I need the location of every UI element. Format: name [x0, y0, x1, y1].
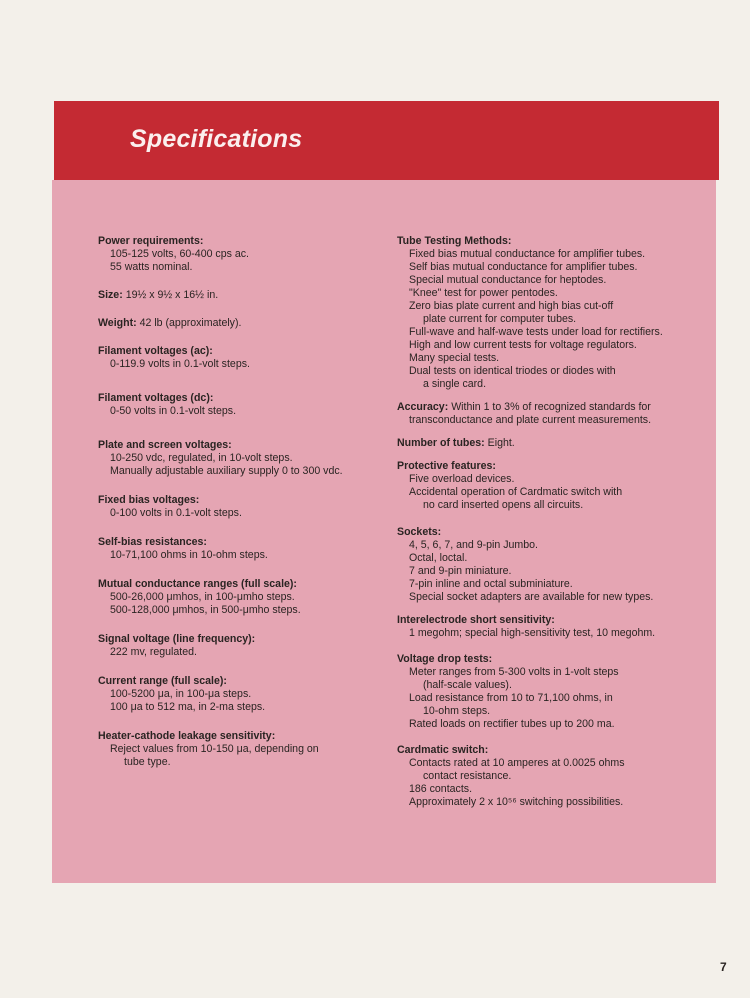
spec-line: 10-71,100 ohms in 10-ohm steps. [110, 549, 268, 561]
spec-self-bias [98, 536, 383, 562]
spec-line: Rated loads on rectifier tubes up to 200 ma. [409, 718, 615, 730]
spec-line: Fixed bias mutual conductance for amplifier tubes. [409, 248, 646, 260]
spec-line: no card inserted opens all circuits. [423, 499, 584, 511]
spec-line: Meter ranges from 5-300 volts in 1-volt steps [409, 666, 619, 678]
spec-title: Tube Testing Methods: [397, 235, 512, 247]
spec-leakage [98, 730, 383, 769]
spec-value: Within 1 to 3% of recognized standards for [451, 401, 651, 413]
spec-title: Fixed bias voltages: [98, 494, 200, 506]
spec-line: Five overload devices. [409, 473, 515, 485]
spec-line: a single card. [423, 378, 487, 390]
spec-line: 500-26,000 μmhos, in 100-μmho steps. [110, 591, 295, 603]
spec-line: 55 watts nominal. [110, 261, 193, 273]
spec-value: 42 lb (approximately). [139, 317, 242, 329]
spec-title: Weight: [98, 317, 137, 329]
header-band [54, 101, 719, 180]
spec-line: High and low current tests for voltage regulators. [409, 339, 637, 351]
spec-title: Sockets: [397, 526, 442, 538]
spec-line: 10-ohm steps. [423, 705, 491, 717]
spec-title: Accuracy: [397, 401, 449, 413]
spec-number-of-tubes [397, 437, 707, 450]
spec-line: Zero bias plate current and high bias cut-off [409, 300, 614, 312]
spec-title: Mutual conductance ranges (full scale): [98, 578, 297, 590]
spec-line: 7 and 9-pin miniature. [409, 565, 512, 577]
spec-title: Number of tubes: [397, 437, 485, 449]
spec-line: 100-5200 μa, in 100-μa steps. [110, 688, 252, 700]
spec-line: transconductance and plate current measurements. [409, 414, 652, 426]
page-title: Specifications [130, 125, 303, 153]
spec-line: Dual tests on identical triodes or diodes with [409, 365, 616, 377]
spec-title: Signal voltage (line frequency): [98, 633, 256, 645]
spec-power [98, 235, 383, 274]
spec-title: Current range (full scale): [98, 675, 227, 687]
spec-fixed-bias [98, 494, 383, 520]
spec-plate-screen [98, 439, 383, 478]
specifications-panel [52, 180, 716, 883]
spec-line: 222 mv, regulated. [110, 646, 197, 658]
spec-line: 186 contacts. [409, 783, 473, 795]
spec-line: Self bias mutual conductance for amplifier tubes. [409, 261, 638, 273]
spec-line: Special mutual conductance for heptodes. [409, 274, 607, 286]
spec-value: 19½ x 9½ x 16½ in. [125, 289, 219, 301]
spec-short-sensitivity [397, 614, 707, 640]
spec-line: 7-pin inline and octal subminiature. [409, 578, 573, 590]
spec-protective-features [397, 460, 707, 512]
spec-line: 0-119.9 volts in 0.1-volt steps. [110, 358, 250, 370]
spec-line: Manually adjustable auxiliary supply 0 to 300 vdc. [110, 465, 343, 477]
spec-cardmatic-switch [397, 744, 707, 809]
spec-title: Protective features: [397, 460, 496, 472]
spec-line: Reject values from 10-150 μa, depending on [110, 743, 319, 755]
spec-title: Interelectrode short sensitivity: [397, 614, 555, 626]
spec-accuracy [397, 401, 707, 427]
spec-line: 1 megohm; special high-sensitivity test, 10 megohm. [409, 627, 656, 639]
spec-title: Cardmatic switch: [397, 744, 489, 756]
spec-line: Approximately 2 x 10⁵⁶ switching possibilities. [409, 796, 624, 808]
spec-filament-ac [98, 345, 383, 371]
spec-mutual-conductance [98, 578, 383, 617]
spec-title: Plate and screen voltages: [98, 439, 232, 451]
spec-line: 105-125 volts, 60-400 cps ac. [110, 248, 249, 260]
spec-title: Filament voltages (dc): [98, 392, 214, 404]
spec-title: Power requirements: [98, 235, 204, 247]
spec-title: Voltage drop tests: [397, 653, 493, 665]
spec-testing-methods [397, 235, 707, 391]
spec-line: Contacts rated at 10 amperes at 0.0025 ohms [409, 757, 625, 769]
spec-line: Octal, loctal. [409, 552, 468, 564]
spec-title: Size: [98, 289, 123, 301]
spec-title: Self-bias resistances: [98, 536, 207, 548]
spec-weight [98, 317, 383, 330]
spec-line: Accidental operation of Cardmatic switch with [409, 486, 623, 498]
spec-sockets [397, 526, 707, 604]
spec-line: Special socket adapters are available for new types. [409, 591, 654, 603]
spec-signal-voltage [98, 633, 383, 659]
spec-line: 0-50 volts in 0.1-volt steps. [110, 405, 237, 417]
spec-line: tube type. [124, 756, 171, 768]
spec-line: Full-wave and half-wave tests under load for rectifiers. [409, 326, 663, 338]
left-column [98, 235, 383, 769]
spec-value: Eight. [487, 437, 515, 449]
spec-line: 10-250 vdc, regulated, in 10-volt steps. [110, 452, 293, 464]
right-column [397, 235, 707, 809]
spec-filament-dc [98, 392, 383, 418]
spec-line: contact resistance. [423, 770, 512, 782]
spec-line: Load resistance from 10 to 71,100 ohms, in [409, 692, 613, 704]
spec-title: Filament voltages (ac): [98, 345, 213, 357]
page-number: 7 [720, 960, 727, 974]
spec-line: 500-128,000 μmhos, in 500-μmho steps. [110, 604, 301, 616]
spec-size [98, 289, 383, 302]
spec-line: plate current for computer tubes. [423, 313, 577, 325]
spec-title: Heater-cathode leakage sensitivity: [98, 730, 276, 742]
spec-voltage-drop [397, 653, 707, 731]
spec-line: 0-100 volts in 0.1-volt steps. [110, 507, 242, 519]
spec-current-range [98, 675, 383, 714]
spec-line: 4, 5, 6, 7, and 9-pin Jumbo. [409, 539, 538, 551]
spec-line: "Knee" test for power pentodes. [409, 287, 558, 299]
spec-line: (half-scale values). [423, 679, 512, 691]
spec-line: 100 μa to 512 ma, in 2-ma steps. [110, 701, 266, 713]
spec-line: Many special tests. [409, 352, 500, 364]
